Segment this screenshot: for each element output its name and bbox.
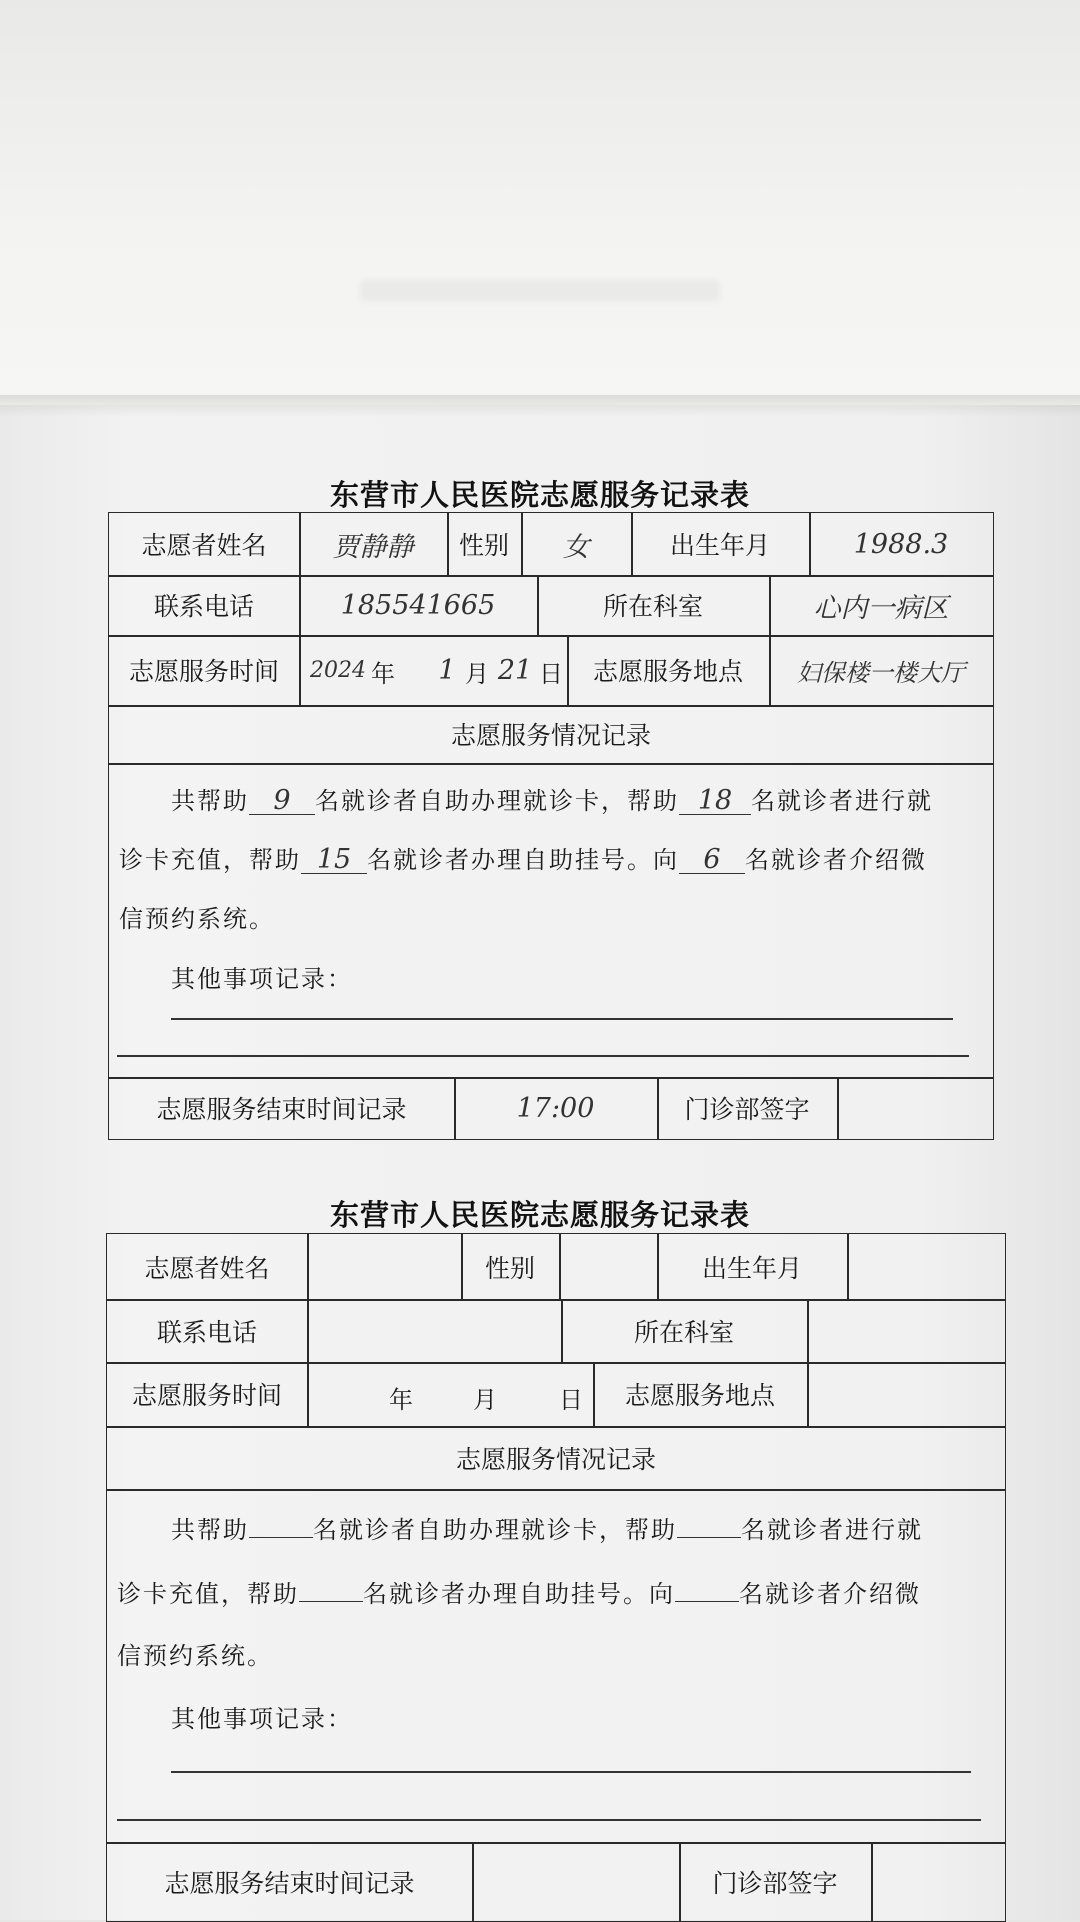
phone-label-2: 联系电话	[156, 1317, 257, 1347]
faded-text-smudge	[360, 280, 720, 302]
name-label-2: 志愿者姓名	[144, 1253, 270, 1283]
year-value: 2024	[310, 657, 366, 683]
other-matters-line-2	[117, 1055, 969, 1057]
record-line-2: 诊卡充值，帮助 15 名就诊者办理自助挂号。向 6 名就诊者介绍微	[119, 844, 927, 875]
dept-label: 所在科室	[602, 592, 703, 621]
record-header-2: 志愿服务情况记录	[455, 1444, 656, 1474]
register-count: 15	[301, 847, 367, 874]
phone-label: 联系电话	[153, 592, 254, 621]
signature-label: 门诊部签字	[684, 1095, 810, 1124]
gender-value: 女	[562, 531, 590, 563]
form1	[108, 512, 994, 1140]
day-label-2: 日	[559, 1386, 583, 1414]
month-value: 1	[438, 654, 456, 686]
year-label-2: 年	[389, 1386, 413, 1414]
day-label: 日	[539, 660, 563, 688]
recharge-count-2	[677, 1537, 741, 1538]
birth-value: 1988.3	[853, 528, 949, 560]
wechat-count: 6	[679, 847, 745, 874]
name-label: 志愿者姓名	[141, 531, 267, 560]
year-label: 年	[371, 660, 395, 688]
other-matters-line-1-2	[171, 1771, 971, 1773]
end-time-label: 志愿服务结束时间记录	[156, 1095, 407, 1124]
month-label: 月	[465, 660, 489, 688]
service-place-label-2: 志愿服务地点	[624, 1381, 775, 1410]
dept-label-2: 所在科室	[633, 1317, 734, 1347]
other-matters-label-2: 其他事项记录：	[171, 1705, 353, 1733]
birth-label: 出生年月	[669, 531, 770, 560]
end-time-value: 17:00	[516, 1092, 595, 1124]
form1-title: 东营市人民医院志愿服务记录表	[329, 478, 750, 512]
wechat-count-2	[675, 1601, 739, 1602]
signature-value	[837, 1077, 993, 1139]
record-line-2-2: 诊卡充值，帮助 名就诊者办理自助挂号。向 名就诊者介绍微	[117, 1580, 921, 1608]
service-time-label: 志愿服务时间	[128, 657, 279, 686]
service-place-label: 志愿服务地点	[592, 657, 743, 686]
record-line-1-2: 共帮助 名就诊者自助办理就诊卡，帮助 名就诊者进行就	[171, 1516, 923, 1544]
day-value: 21	[497, 654, 533, 686]
birth-label-2: 出生年月	[701, 1253, 802, 1283]
form2-title: 东营市人民医院志愿服务记录表	[329, 1198, 750, 1232]
end-time-label-2: 志愿服务结束时间记录	[164, 1868, 415, 1898]
other-matters-line-2-2	[117, 1819, 981, 1821]
record-line-1: 共帮助 9 名就诊者自助办理就诊卡，帮助 18 名就诊者进行就	[171, 785, 933, 816]
record-line-3: 信预约系统。	[119, 905, 275, 933]
form2	[106, 1233, 1006, 1922]
top-paper	[0, 0, 1080, 410]
service-place-value: 妇保楼一楼大厅	[797, 658, 965, 687]
paper-edge-shadow	[0, 395, 1080, 417]
service-time-label-2: 志愿服务时间	[131, 1381, 282, 1410]
dept-value: 心内一病区	[813, 592, 949, 624]
gender-label-2: 性别	[484, 1253, 535, 1283]
register-count-2	[299, 1601, 363, 1602]
cards-count: 9	[249, 788, 315, 815]
other-matters-label: 其他事项记录：	[171, 965, 353, 993]
signature-label-2: 门诊部签字	[712, 1868, 838, 1898]
other-matters-line-1	[171, 1018, 953, 1020]
gender-label: 性别	[458, 531, 509, 560]
phone-value: 185541665	[340, 589, 496, 621]
recharge-count: 18	[679, 788, 751, 815]
month-label-2: 月	[473, 1386, 497, 1414]
record-header: 志愿服务情况记录	[450, 721, 651, 750]
cards-count-2	[249, 1537, 313, 1538]
name-value: 贾静静	[332, 531, 414, 563]
record-line-3-2: 信预约系统。	[117, 1642, 273, 1670]
